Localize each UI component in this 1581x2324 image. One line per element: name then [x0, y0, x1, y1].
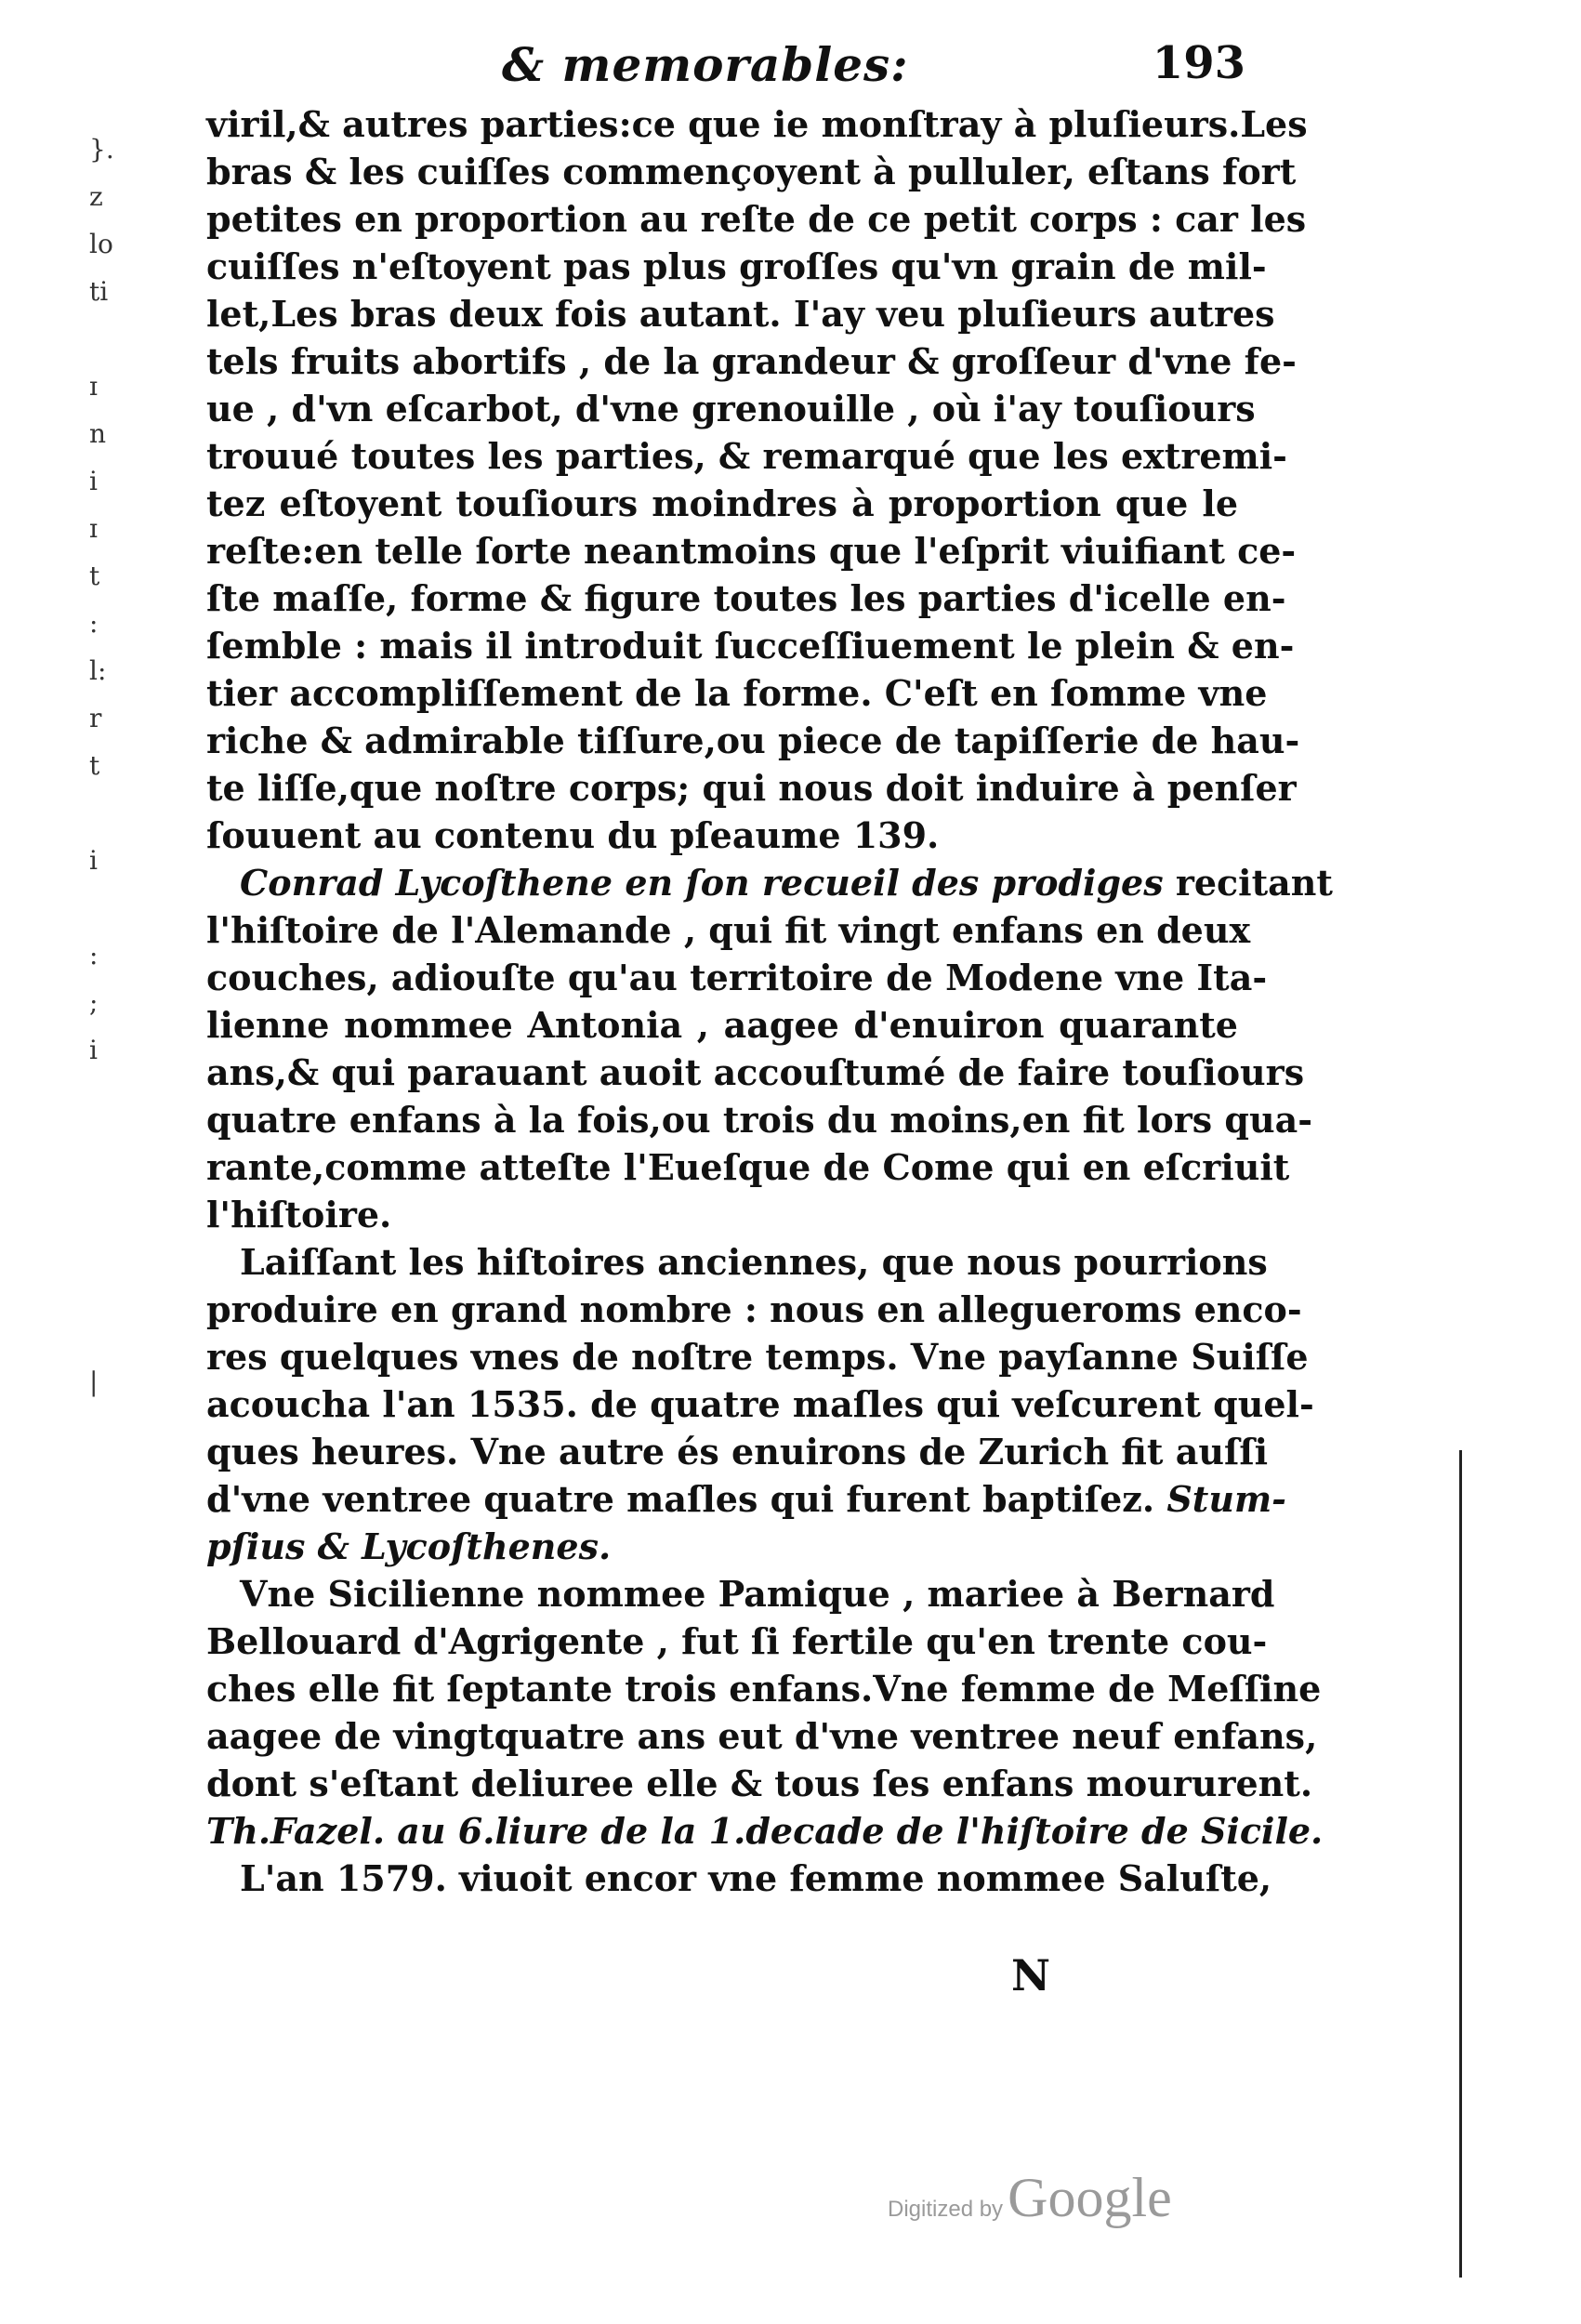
text-line: Bellouard d'Agrigente , fut ſi fertile qu'en trente cou-	[206, 1620, 1268, 1662]
margin-mark: ɪ	[89, 513, 98, 544]
paragraph-continuation	[206, 100, 1308, 859]
margin-mark: :	[89, 940, 99, 971]
running-head: & memorables:	[502, 37, 909, 92]
text-line: petites en proportion au reſte de ce petit corps : car les	[206, 198, 1307, 240]
margin-mark: n	[89, 418, 107, 449]
margin-mark	[89, 789, 117, 837]
text-line: ſemble : mais il introduit ſucceſſiuement le plein & en-	[206, 625, 1295, 667]
scan-edge-line	[1459, 1450, 1462, 2278]
text-line: l'hiſtoire.	[206, 1194, 392, 1235]
margin-mark	[89, 1169, 117, 1216]
text-line: ans,& qui parauant auoit accouſtumé de faire touſiours	[206, 1051, 1305, 1093]
text-line: ue , d'vn eſcarbot, d'vne grenouille , où i'ay touſiours	[206, 388, 1256, 429]
text-line: produire en grand nombre : nous en allegueroms enco-	[206, 1288, 1302, 1330]
margin-mark: i	[89, 466, 98, 496]
text-line: Laiſſant les hiſtoires anciennes, que nous pourrions	[240, 1241, 1268, 1283]
text-line: riche & admirable tiſſure,ou piece de tapiſſerie de hau-	[206, 720, 1300, 761]
text-line: tez eſtoyent touſiours moindres à proportion que le	[206, 482, 1238, 524]
text-line: acoucha l'an 1535. de quatre maſles qui veſcurent quel-	[206, 1383, 1314, 1425]
text-line: let,Les bras deux fois autant. I'ay veu pluſieurs autres	[206, 293, 1275, 335]
margin-mark: :	[89, 608, 99, 639]
text-line	[206, 1475, 1286, 1523]
text-line: L'an 1579. viuoit encor vne femme nommee Saluſte,	[240, 1857, 1272, 1899]
margin-mark: t	[89, 561, 100, 591]
watermark-prefix: Digitized by	[888, 2197, 1004, 2222]
text-line: ſte maſſe, forme & figure toutes les parties d'icelle en-	[206, 577, 1286, 619]
text-run: d'vne ventree quatre maſles qui furent baptiſez.	[206, 1478, 1167, 1520]
text-line: ques heures. Vne autre és enuirons de Zurich fit auſſi	[206, 1431, 1269, 1472]
text-line: tier accompliſſement de la forme. C'eſt en ſomme vne	[206, 672, 1268, 714]
margin-mark: l:	[89, 655, 107, 686]
margin-mark: ti	[89, 276, 109, 307]
margin-mark: t	[89, 750, 100, 781]
margin-mark	[89, 1406, 117, 1453]
margin-mark: lo	[89, 229, 113, 259]
italic-citation: Stum-	[1166, 1478, 1286, 1520]
paragraph-lycosthene	[206, 859, 1333, 1238]
text-line: ches elle fit ſeptante trois enfans.Vne femme de Meſſine	[206, 1668, 1322, 1710]
source-citation: pſius & Lycoſthenes.	[206, 1525, 612, 1567]
google-logo: Google	[1008, 2167, 1172, 2228]
margin-mark: ɪ	[89, 371, 98, 402]
text-line: rante,comme atteſte l'Eueſque de Come qui en eſcriuit	[206, 1146, 1290, 1188]
text-line: l'hiſtoire de l'Alemande , qui fit vingt enfans en deux	[206, 909, 1251, 951]
margin-mark	[89, 1216, 117, 1263]
margin-mark: r	[89, 703, 102, 733]
source-citation: Th.Fazel. au 6.liure de la 1.decade de l'hiſtoire de Sicile.	[206, 1810, 1324, 1852]
text-line: cuiſſes n'eſtoyent pas plus groſſes qu'vn grain de mil-	[206, 245, 1267, 287]
text-block	[206, 100, 1333, 1902]
text-line: reſte:en telle ſorte neantmoins que l'eſprit viuifiant ce-	[206, 530, 1297, 572]
text-line: viril,& autres parties:ce que ie monſtray à pluſieurs.Les	[206, 103, 1308, 145]
margin-mark: }.	[89, 134, 114, 165]
text-line: quatre enfans à la fois,ou trois du moins,en fit lors qua-	[206, 1099, 1313, 1141]
text-line: lienne nommee Antonia , aagee d'enuiron quarante	[206, 1004, 1238, 1046]
paragraph-laissant	[206, 1238, 1314, 1570]
text-line: ſouuent au contenu du pſeaume 139.	[206, 814, 940, 856]
text-line: aagee de vingtquatre ans eut d'vne ventree neuf enfans,	[206, 1715, 1318, 1757]
digitized-watermark	[888, 2166, 1172, 2230]
text-line: tels fruits abortifs , de la grandeur & groſſeur d'vne fe-	[206, 340, 1297, 382]
margin-mark: z	[89, 181, 103, 212]
margin-mark: ;	[89, 987, 99, 1018]
text-line: te liſſe,que noſtre corps; qui nous doit induire à penſer	[206, 767, 1297, 809]
margin-mark	[89, 1121, 117, 1169]
text-line: Vne Sicilienne nommee Pamique , mariee à Bernard	[240, 1573, 1275, 1615]
text-line	[206, 859, 1333, 906]
paragraph-sicilienne	[206, 1570, 1324, 1855]
margin-mark: |	[89, 1367, 99, 1397]
italic-citation: Conrad Lycoſthene en ſon recueil des prodiges	[240, 862, 1164, 904]
margin-mark	[89, 1074, 117, 1121]
margin-mark	[89, 1311, 117, 1358]
signature-mark: N	[1011, 1950, 1051, 2000]
text-line: res quelques vnes de noſtre temps. Vne payſanne Suiſſe	[206, 1336, 1309, 1378]
text-line: couches, adiouſte qu'au territoire de Modene vne Ita-	[206, 957, 1268, 998]
left-margin-marks	[89, 125, 117, 1453]
text-run: recitant	[1163, 862, 1333, 904]
margin-mark: i	[89, 845, 98, 876]
page-number: 193	[1152, 37, 1245, 89]
margin-mark: i	[89, 1035, 98, 1065]
margin-mark	[89, 884, 117, 931]
text-line: trouué toutes les parties, & remarqué que les extremi-	[206, 435, 1287, 477]
margin-mark	[89, 315, 117, 363]
margin-mark	[89, 1263, 117, 1311]
text-line: bras & les cuiſſes commençoyent à pulluler, eſtans fort	[206, 151, 1297, 192]
text-line: dont s'eſtant deliuree elle & tous ſes enfans moururent.	[206, 1763, 1313, 1804]
